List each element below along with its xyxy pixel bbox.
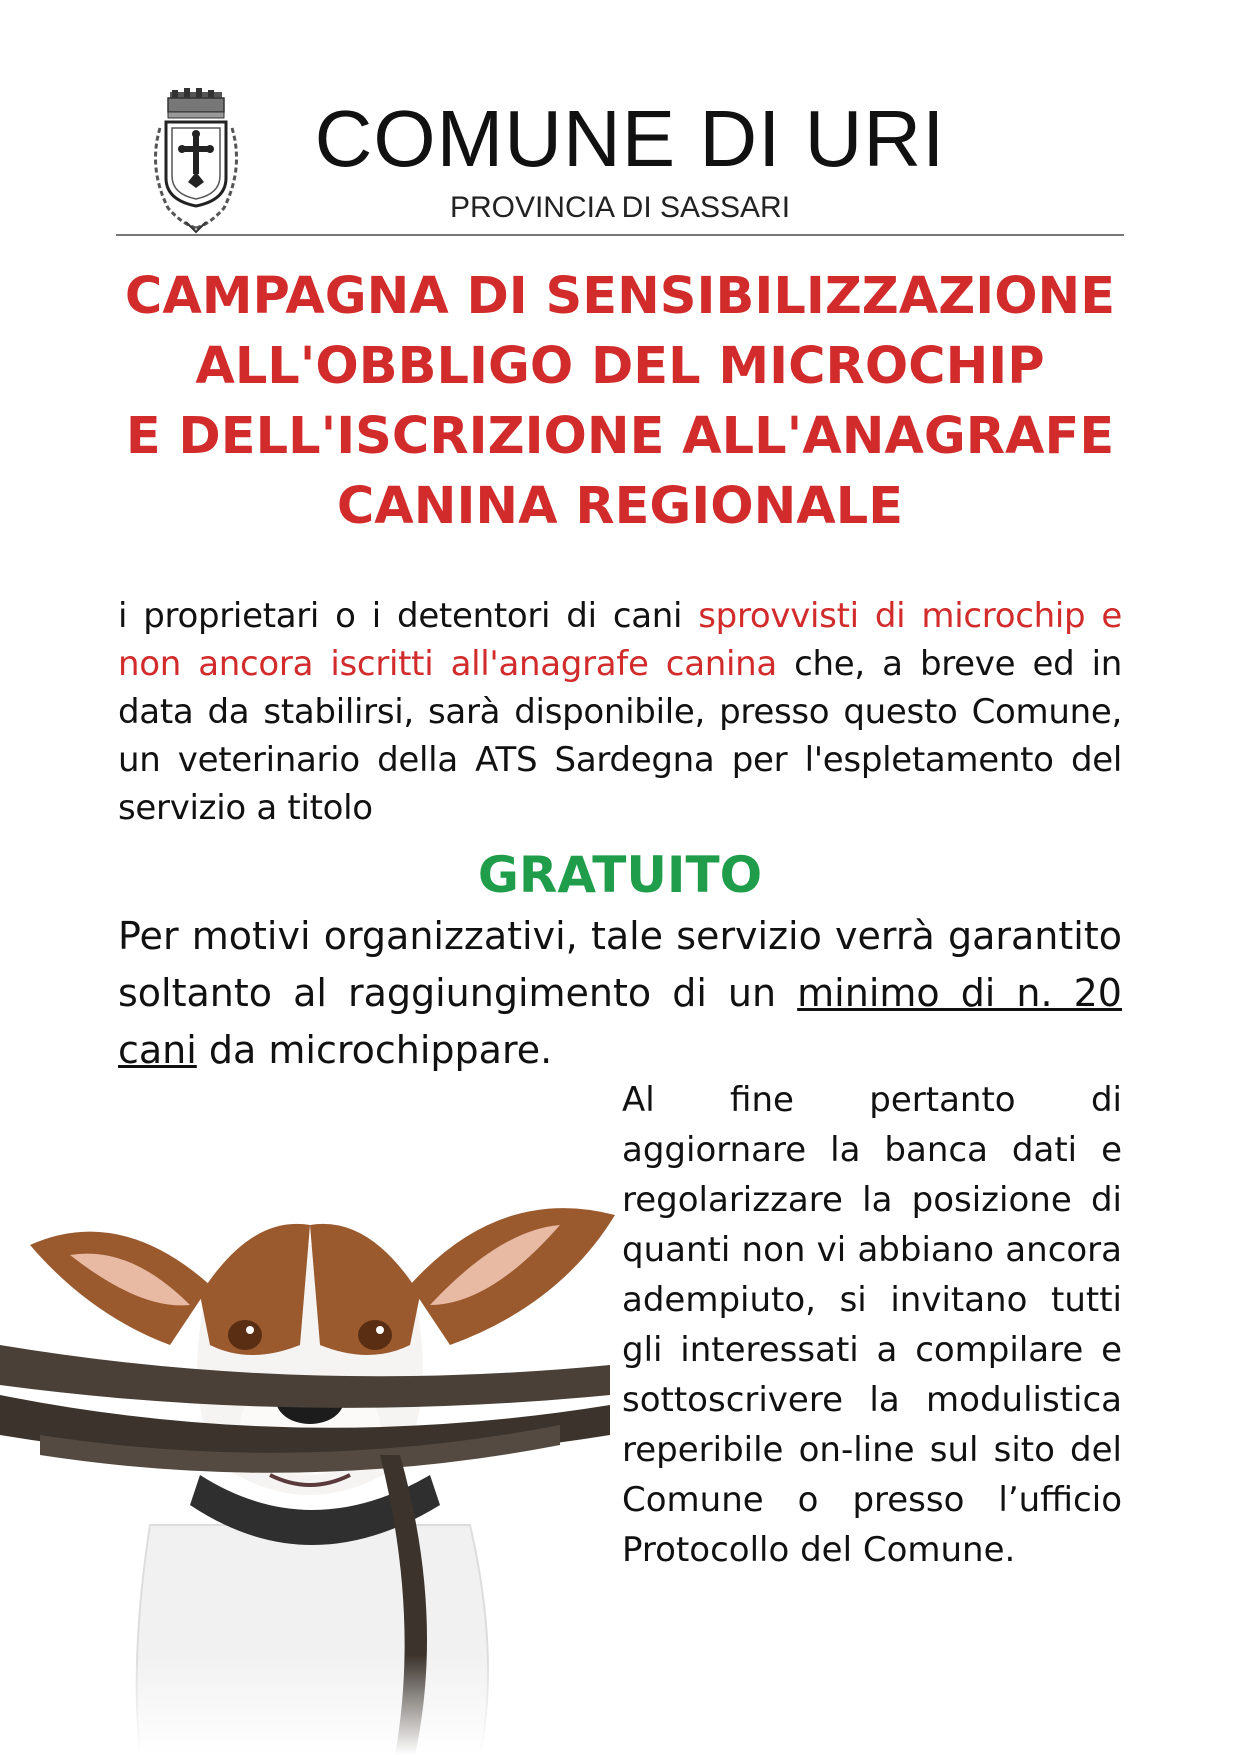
intro-rest-text: che, a breve ed in data da stabilirsi, sarà disponibile, presso questo Comune, un veterinario della ATS Sardegna per l'espletamento del servizio a titolo: [118, 644, 1122, 828]
dog-holding-leash-image: [0, 1095, 620, 1755]
page-title: COMUNE DI URI: [314, 94, 946, 183]
heading-line: CAMPAGNA DI SENSIBILIZZAZIONE: [124, 267, 1116, 326]
municipal-crest-icon: [146, 88, 246, 234]
requirement-paragraph: [118, 908, 1122, 1079]
requirement-rest-text: da microchippare.: [196, 1028, 553, 1072]
intro-paragraph: [118, 592, 1122, 832]
page-subtitle: PROVINCIA DI SASSARI: [449, 191, 791, 224]
highlighted-text: sprovvisti di microchip e non ancora iscritti all'anagrafe canina: [118, 596, 1122, 684]
free-service-label: GRATUITO: [477, 846, 763, 904]
requirement-text: Per motivi organizzativi, tale servizio verrà garantito soltanto al raggiungimento di un: [118, 914, 1122, 1015]
campaign-heading: [40, 262, 1200, 542]
instructions-paragraph: Al fine pertanto di aggiornare la banca dati e regolarizzare la posizione di quanti non vi abbiano ancora adempiuto, si invitano tutti gli interessati a compilare e sottoscrivere la modulistica reperibile on-line sul sito del Comune o presso l’ufficio Protocollo del Comune.: [622, 1080, 1122, 1570]
heading-line: CANINA REGIONALE: [336, 477, 904, 536]
header-divider: [116, 234, 1124, 236]
heading-line: ALL'OBBLIGO DEL MICROCHIP: [195, 337, 1045, 396]
intro-text: i proprietari o i detentori di cani: [118, 596, 699, 636]
minimum-dogs-text: minimo di n. 20 cani: [118, 971, 1122, 1072]
heading-line: E DELL'ISCRIZIONE ALL'ANAGRAFE: [125, 407, 1115, 466]
